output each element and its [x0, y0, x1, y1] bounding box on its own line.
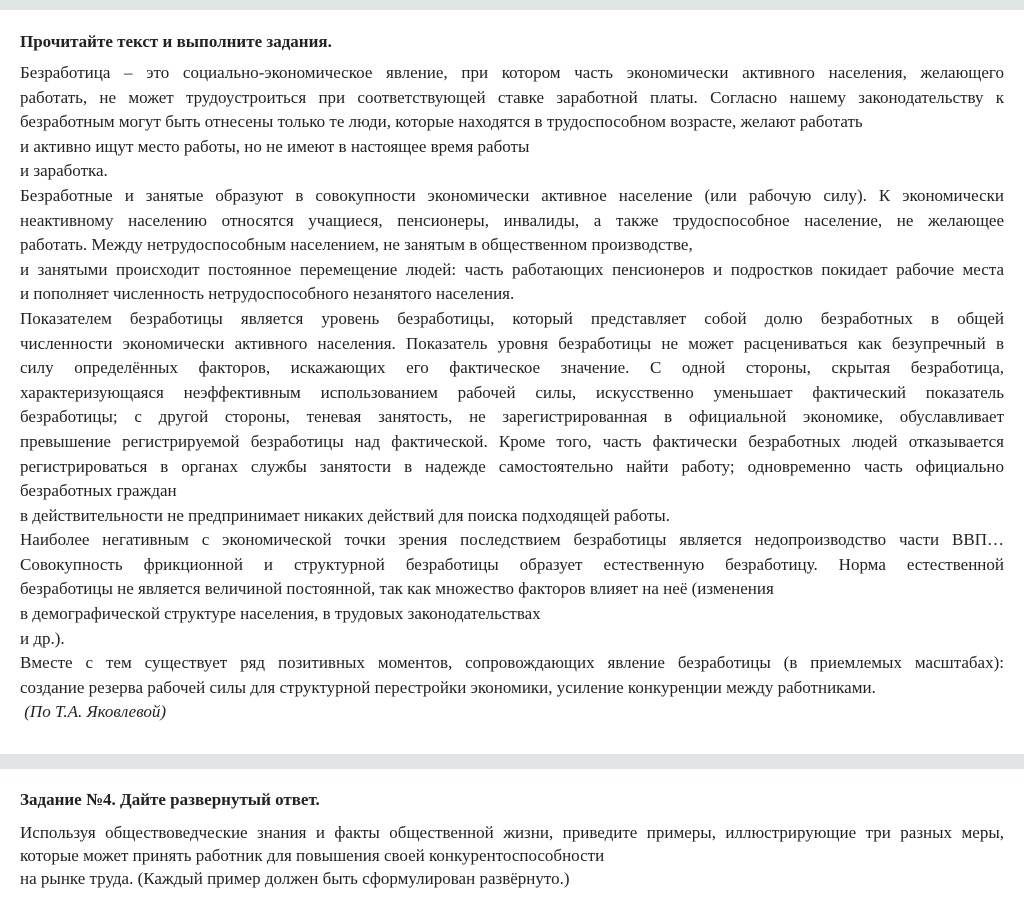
- reading-text-line: превышение регистрируемой безработицы над фактической. Кроме того, часть фактически безработных людей отказывается: [20, 431, 1004, 451]
- task-text-line: которые может принять работник для повышения своей конкурентоспособности: [20, 846, 605, 866]
- section-divider-bar: [0, 754, 1024, 769]
- top-divider-bar: [0, 0, 1024, 10]
- reading-text-line: создание резерва рабочей силы для структурной перестройки экономики, усиление конкуренции между работниками.: [20, 677, 876, 697]
- reading-text-line: и заработка.: [20, 161, 108, 181]
- reading-text-line: характеризующаяся неэффективным использованием рабочей силы, искусственно уменьшает фактический показатель: [20, 382, 1004, 402]
- reading-text-line: неактивному населению относятся учащиеся, пенсионеры, инвалиды, а также трудоспособное население, не желающее: [20, 210, 1004, 230]
- reading-text-line: безработицы не является величиной постоянной, так как множество факторов влияет на неё (изменения: [20, 579, 774, 599]
- reading-text-line: и пополняет численность нетрудоспособного незанятого населения.: [20, 284, 515, 304]
- task-text-line: на рынке труда. (Каждый пример должен быть сформулирован развёрнуто.): [20, 869, 570, 889]
- reading-text-line: Безработные и занятые образуют в совокупности экономически активное население (или рабочую силу). К экономически: [20, 185, 1004, 205]
- reading-text-line: работать, не может трудоустроиться при соответствующей ставке заработной платы. Согласно нашему законодательству к: [20, 87, 1004, 107]
- reading-text-line: Показателем безработицы является уровень безработицы, который представляет собой долю безработных в общей: [20, 308, 1004, 328]
- reading-text-line: в демографической структуре населения, в трудовых законодательствах: [20, 604, 541, 624]
- reading-text-line: Вместе с тем существует ряд позитивных моментов, сопровождающих явление безработицы (в приемлемых масштабах):: [20, 653, 1004, 673]
- reading-instruction-title: Прочитайте текст и выполните задания.: [20, 32, 332, 51]
- reading-section: [0, 30, 1024, 725]
- task-text-block: [20, 821, 1004, 890]
- reading-text-line: в действительности не предпринимает никаких действий для поиска подходящей работы.: [20, 505, 670, 525]
- task-title: Задание №4. Дайте развернутый ответ.: [20, 790, 320, 810]
- reading-text-line: и занятыми происходит постоянное перемещение людей: часть работающих пенсионеров и подростков покидает рабочие места: [20, 259, 1004, 279]
- reading-text-line: безработных граждан: [20, 481, 177, 501]
- reading-text-line: силу определённых факторов, искажающих его фактическое значение. С одной стороны, скрытая безработица,: [20, 358, 1004, 378]
- reading-text-line: безработным могут быть отнесены только те люди, которые находятся в трудоспособном возрасте, желают работать: [20, 112, 863, 132]
- reading-text-line: Безработица – это социально-экономическое явление, при котором часть экономически активного населения, желающего: [20, 63, 1004, 82]
- reading-text-line: работать. Между нетрудоспособным населением, не занятым в общественном производстве,: [20, 235, 693, 255]
- reading-text-line: регистрироваться в органах службы занятости в надежде самостоятельно найти работу; одновременно часть официально: [20, 456, 1004, 476]
- task-text-line: Используя обществоведческие знания и факты общественной жизни, приведите примеры, иллюстрирующие три разных меры,: [20, 823, 1004, 843]
- reading-text-line: и др.).: [20, 628, 65, 648]
- reading-text-line: (По Т.А. Яковлевой): [20, 702, 167, 722]
- reading-text-line: безработицы; с другой стороны, теневая занятость, не зарегистрированная в официальной экономике, обуславливает: [20, 407, 1004, 427]
- task-section: [0, 788, 1024, 890]
- reading-text-block: [20, 61, 1004, 725]
- reading-text-line: Совокупность фрикционной и структурной безработицы образует естественную безработицу. Норма естественной: [20, 554, 1004, 574]
- reading-text-line: и активно ищут место работы, но не имеют в настоящее время работы: [20, 136, 530, 156]
- reading-text-line: численности экономически активного населения. Показатель уровня безработицы не может расцениваться как безупречный в: [20, 333, 1004, 353]
- reading-text-line: Наиболее негативным с экономической точки зрения последствием безработицы является недопроизводство части ВВП…: [20, 530, 1004, 550]
